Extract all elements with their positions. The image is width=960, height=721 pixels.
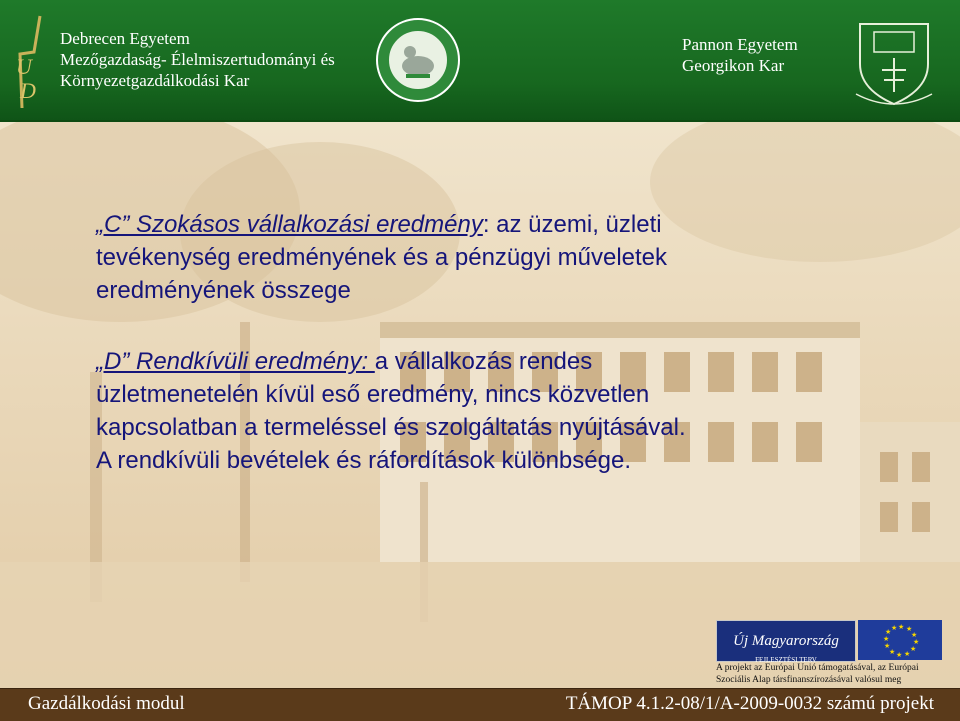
uj-magyarorszag-sub: FEJLESZTÉSI TERV	[755, 656, 817, 664]
term-d-quote: „	[96, 348, 104, 375]
header-left-line: Környezetgazdálkodási Kar	[60, 71, 250, 90]
eu-note-line: A projekt az Európai Unió támogatásával, az Európai	[716, 663, 919, 673]
svg-text:★: ★	[883, 635, 890, 643]
footer-module-label: Gazdálkodási modul	[28, 693, 185, 714]
footer-bar	[0, 688, 960, 721]
header-right-line: Georgikon Kar	[682, 56, 785, 75]
eu-note-line: Szociális Alap társfinanszírozásával valósul meg	[716, 675, 902, 685]
header-right-institution	[682, 34, 798, 76]
svg-text:★: ★	[898, 623, 905, 631]
footer-project-label: TÁMOP 4.1.2-08/1/A-2009-0032 számú projekt	[565, 693, 934, 714]
svg-text:★: ★	[904, 650, 911, 658]
definition-d-text-start: a vállalkozás rendes	[374, 348, 593, 375]
pannon-university-crest-icon	[846, 14, 942, 110]
university-of-debrecen-logo	[10, 12, 50, 112]
eu-support-note	[716, 662, 946, 686]
svg-text:★: ★	[884, 642, 891, 650]
definition-c-line: eredményének összege	[96, 277, 351, 304]
term-c-quote: „	[96, 211, 104, 238]
slide-content	[96, 208, 916, 477]
uj-magyarorszag-logo	[716, 620, 856, 662]
uj-magyarorszag-label: Új Magyarország	[733, 633, 839, 649]
term-c: C” Szokásos vállalkozási eredmény	[104, 211, 483, 238]
term-d: D” Rendkívüli eredmény:	[104, 348, 375, 375]
header-left-line: Debrecen Egyetem	[60, 29, 190, 48]
svg-text:★: ★	[889, 648, 896, 656]
svg-text:★: ★	[891, 624, 898, 632]
svg-text:★: ★	[911, 631, 918, 639]
definition-c	[96, 208, 916, 307]
eu-flag-icon	[858, 620, 942, 660]
header-banner	[0, 0, 960, 122]
definition-d-line: üzletmenetelén kívül eső eredmény, nincs közvetlen	[96, 381, 650, 408]
header-left-institution	[60, 28, 335, 91]
svg-text:★: ★	[885, 628, 892, 636]
svg-text:U: U	[16, 54, 32, 79]
svg-text:★: ★	[910, 645, 917, 653]
svg-text:★: ★	[906, 625, 913, 633]
definition-d-line: kapcsolatban a termeléssel és szolgáltatás nyújtásával.	[96, 414, 686, 441]
definition-c-text-start: : az üzemi, üzleti	[482, 211, 662, 238]
header-left-line: Mezőgazdaság- Élelmiszertudományi és	[60, 50, 335, 69]
header-right-line: Pannon Egyetem	[682, 35, 798, 54]
svg-text:★: ★	[913, 638, 920, 646]
definition-d-line: A rendkívüli bevételek és ráfordítások különbsége.	[96, 447, 631, 474]
definition-d	[96, 345, 916, 477]
svg-text:★: ★	[896, 651, 903, 659]
faculty-seal-icon	[376, 18, 460, 102]
definition-c-line: tevékenység eredményének és a pénzügyi műveletek	[96, 244, 668, 271]
svg-text:D: D	[20, 78, 36, 103]
